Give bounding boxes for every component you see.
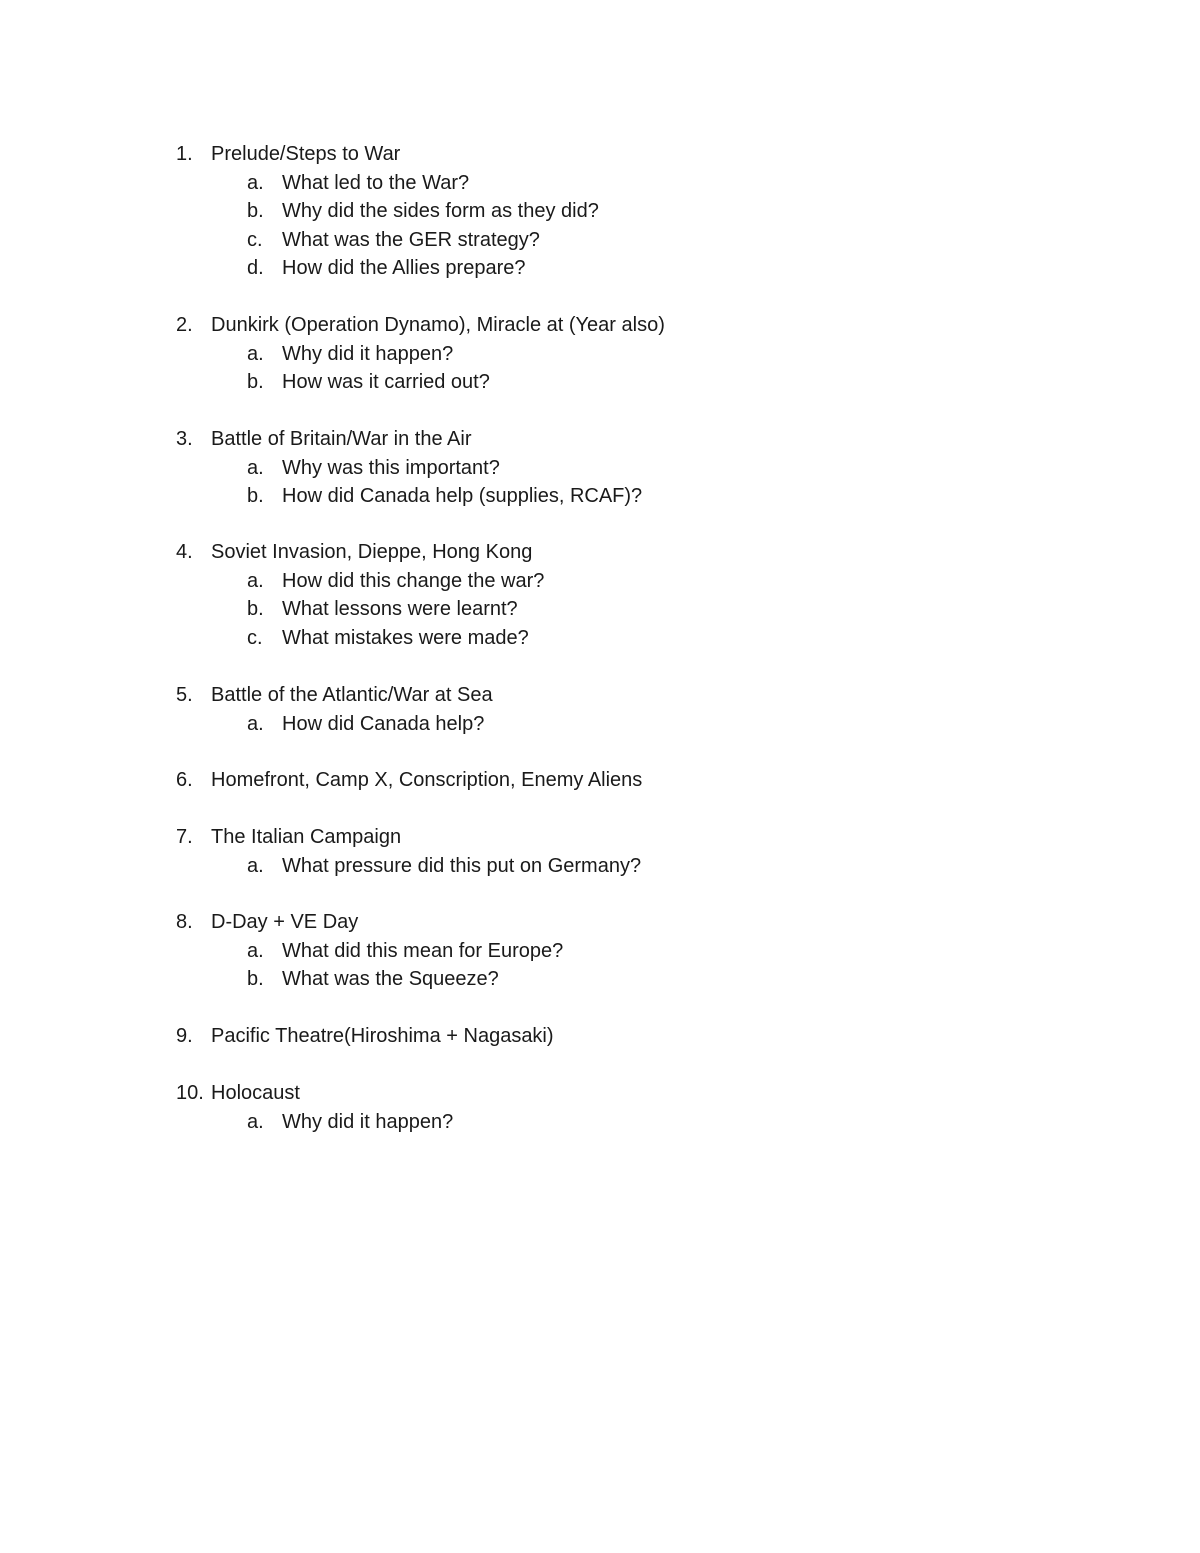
- subitem-question: How did Canada help (supplies, RCAF)?: [282, 485, 643, 507]
- subitem-question: How did Canada help?: [282, 712, 485, 735]
- subitem-letter: a.: [247, 171, 264, 194]
- topic-title: Battle of the Atlantic/War at Sea: [211, 684, 493, 706]
- topic-title: Holocaust: [211, 1082, 300, 1104]
- subitem-letter: a.: [247, 939, 264, 962]
- subitem-letter: b.: [247, 598, 264, 620]
- subitem-letter: a.: [247, 854, 264, 877]
- topic-title: D-Day + VE Day: [211, 911, 359, 933]
- subitem-question: Why did it happen?: [282, 1110, 454, 1133]
- topic-title: Dunkirk (Operation Dynamo), Miracle at (Year also): [211, 314, 665, 336]
- subitem-question: Why did it happen?: [282, 342, 454, 365]
- topic-number: 10.: [176, 1082, 204, 1104]
- subitem-letter: a.: [247, 1110, 264, 1133]
- subitem-question: Why did the sides form as they did?: [282, 200, 599, 222]
- subitem-question: What did this mean for Europe?: [282, 939, 564, 962]
- topic-number: 2.: [176, 314, 193, 336]
- subitem-question: How was it carried out?: [282, 371, 490, 393]
- subitem-question: What lessons were learnt?: [282, 598, 518, 620]
- subitem-question: What was the GER strategy?: [282, 228, 540, 251]
- topic-number: 6.: [176, 769, 193, 791]
- subitem-letter: b.: [247, 485, 264, 507]
- subitem-question: Why was this important?: [282, 456, 500, 479]
- topic-number: 9.: [176, 1025, 193, 1047]
- subitem-letter: b.: [247, 200, 264, 222]
- subitem-question: What led to the War?: [282, 171, 470, 194]
- topic-title: Homefront, Camp X, Conscription, Enemy Aliens: [211, 769, 643, 791]
- topic-title: Prelude/Steps to War: [211, 143, 401, 165]
- topic-title: The Italian Campaign: [211, 826, 402, 848]
- topic-number: 3.: [176, 428, 193, 450]
- subitem-question: What mistakes were made?: [282, 626, 529, 649]
- subitem-letter: d.: [247, 257, 264, 279]
- subitem-question: How did this change the war?: [282, 569, 545, 592]
- subitem-letter: c.: [247, 228, 263, 251]
- subitem-question: What was the Squeeze?: [282, 968, 499, 990]
- topic-number: 8.: [176, 911, 193, 933]
- subitem-letter: a.: [247, 712, 264, 735]
- topic-title: Soviet Invasion, Dieppe, Hong Kong: [211, 541, 533, 563]
- subitem-question: How did the Allies prepare?: [282, 257, 526, 279]
- subitem-letter: c.: [247, 626, 263, 649]
- topic-title: Battle of Britain/War in the Air: [211, 428, 472, 450]
- subitem-letter: a.: [247, 342, 264, 365]
- topic-number: 7.: [176, 826, 193, 848]
- subitem-letter: a.: [247, 569, 264, 592]
- subitem-letter: b.: [247, 371, 264, 393]
- topic-title: Pacific Theatre(Hiroshima + Nagasaki): [211, 1025, 554, 1047]
- subitem-question: What pressure did this put on Germany?: [282, 854, 642, 877]
- subitem-letter: a.: [247, 456, 264, 479]
- subitem-letter: b.: [247, 968, 264, 990]
- topic-number: 4.: [176, 541, 193, 563]
- topic-number: 1.: [176, 143, 193, 165]
- topic-number: 5.: [176, 684, 193, 706]
